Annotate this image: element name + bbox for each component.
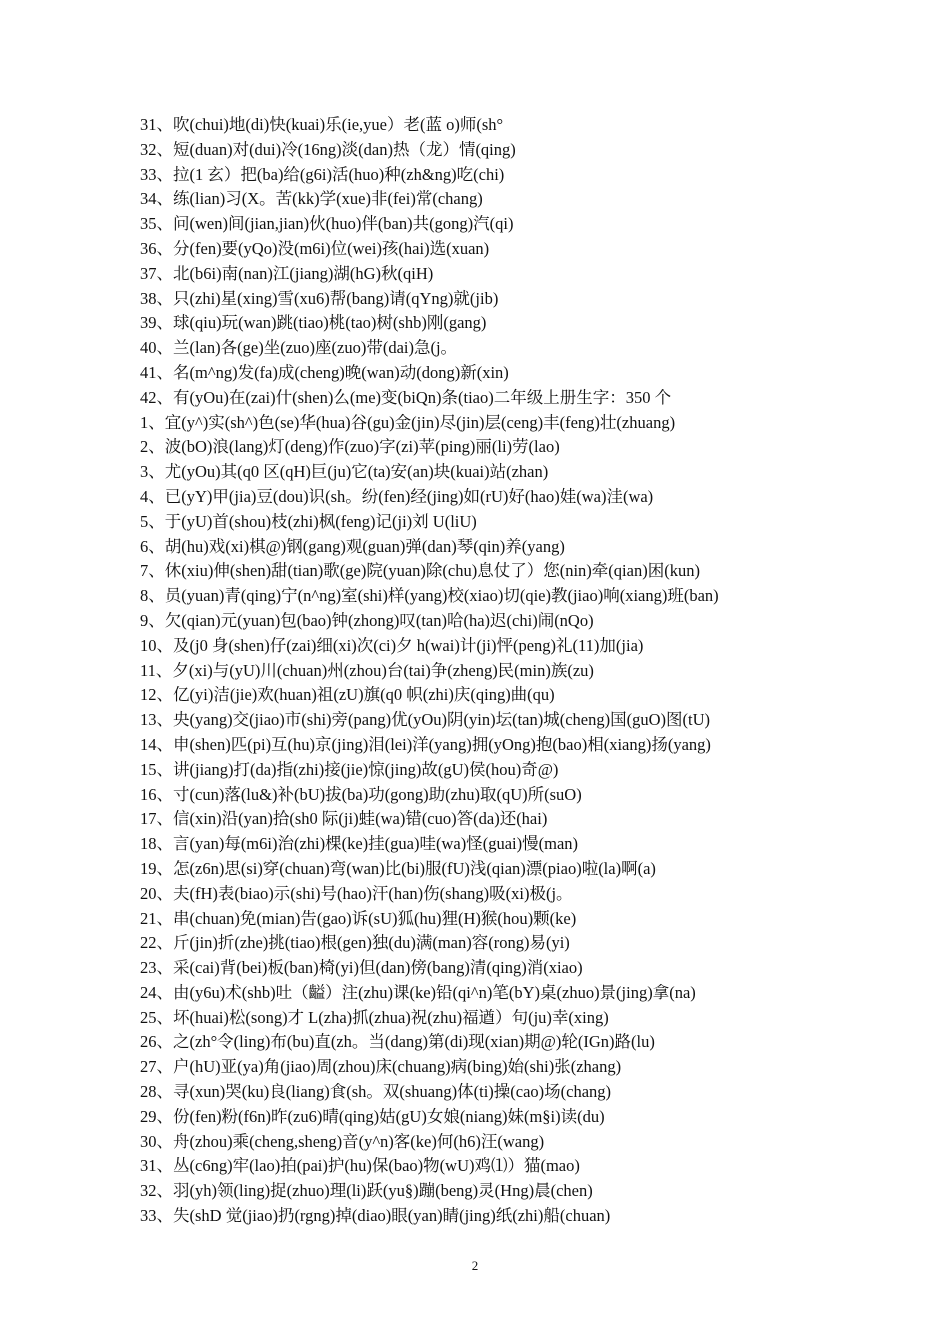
- text-line: 4、已(yY)甲(jia)豆(dou)识(sh。纷(fen)经(jing)如(rU)好(hao)娃(wa)洼(wa): [140, 486, 654, 506]
- text-line: 24、由(y6u)术(shb)吐（齸）注(zhu)课(ke)铅(qi^n)笔(bY)桌(zhuo)景(jing)拿(na): [140, 982, 696, 1002]
- text-line: 6、胡(hu)戏(xi)棋@)钢(gang)观(guan)弹(dan)琴(qin)养(yang): [140, 536, 565, 556]
- text-line: 33、拉(1 玄）把(ba)给(g6i)活(huo)种(zh&ng)吃(chi): [140, 164, 505, 184]
- text-line: 11、夕(xi)与(yU)川(chuan)州(zhou)台(tai)争(zheng)民(min)族(zu): [140, 660, 594, 680]
- text-line: 31、丛(c6ng)牢(lao)拍(pai)护(hu)保(bao)物(wU)鸡⑴）猫(mao): [140, 1156, 580, 1176]
- character-list: [140, 113, 920, 1229]
- text-line: 1、宜(y^)实(sh^)色(se)华(hua)谷(gu)金(jin)尽(jin)层(ceng)丰(feng)壮(zhuang): [140, 412, 676, 432]
- text-line: 34、练(lian)习(X。苦(kk)学(xue)非(fei)常(chang): [140, 189, 483, 209]
- text-line: 42、有(yOu)在(zai)什(shen)么(me)变(biQn)条(tiao)二年级上册生字：350 个: [140, 387, 672, 407]
- text-line: 33、失(shD 觉(jiao)扔(rgng)掉(diao)眼(yan)睛(jing)纸(zhi)船(chuan): [140, 1206, 611, 1226]
- text-line: 18、言(yan)每(m6i)治(zhi)棵(ke)挂(gua)哇(wa)怪(guai)慢(man): [140, 834, 579, 854]
- text-line: 7、休(xiu)伸(shen)甜(tian)歌(ge)院(yuan)除(chu)息仗了）您(nin)牵(qian)困(kun): [140, 561, 700, 581]
- text-line: 30、舟(zhou)乘(cheng,sheng)音(y^n)客(ke)何(h6)汪(wang): [140, 1131, 545, 1151]
- text-line: 14、申(shen)匹(pi)互(hu)京(jing)泪(lei)洋(yang)拥(yOng)抱(bao)相(xiang)扬(yang): [140, 734, 711, 754]
- text-line: 16、寸(cun)落(lu&)补(bU)拔(ba)功(gong)助(zhu)取(qU)所(suO): [140, 784, 582, 804]
- text-line: 32、短(duan)对(dui)冷(16ng)淡(dan)热（龙）情(qing): [140, 139, 516, 159]
- text-line: 23、采(cai)背(bei)板(ban)椅(yi)但(dan)傍(bang)清(qing)消(xiao): [140, 958, 583, 978]
- text-line: 31、吹(chui)地(di)快(kuai)乐(ie,yue）老(蓝 o)师(sh°: [140, 115, 504, 134]
- text-line: 8、员(yuan)青(qing)宁(n^ng)室(shi)样(yang)校(xiao)切(qie)教(jiao)响(xiang)班(ban): [140, 586, 719, 606]
- text-line: 22、斤(jin)折(zhe)挑(tiao)根(gen)独(du)满(man)容(rong)易(yi): [140, 933, 570, 953]
- text-line: 32、羽(yh)领(ling)捉(zhuo)理(li)跃(yu§)蹦(beng)灵(Hng)晨(chen): [140, 1181, 593, 1201]
- text-line: 2、波(bO)浪(lang)灯(deng)作(zuo)字(zi)苹(ping)丽(li)劳(lao): [140, 437, 560, 457]
- text-line: 37、北(b6i)南(nan)江(jiang)湖(hG)秋(qiH): [140, 263, 434, 283]
- text-line: 39、球(qiu)玩(wan)跳(tiao)桃(tao)树(shb)刚(gang): [140, 313, 487, 333]
- text-line: 40、兰(lan)各(ge)坐(zuo)座(zuo)带(dai)急(j。: [140, 338, 458, 358]
- text-line: 10、及(j0 身(shen)仔(zai)细(xi)次(ci)夕 h(wai)计(ji)怦(peng)礼(11)加(jia): [140, 635, 644, 655]
- text-line: 9、欠(qian)元(yuan)包(bao)钟(zhong)叹(tan)哈(ha)迟(chi)闹(nQo): [140, 610, 594, 630]
- text-line: 21、串(chuan)免(mian)告(gao)诉(sU)狐(hu)狸(H)猴(hou)颗(ke): [140, 908, 577, 928]
- text-line: 13、央(yang)交(jiao)市(shi)旁(pang)优(yOu)阴(yin)坛(tan)城(cheng)国(guO)图(tU): [140, 710, 711, 730]
- text-line: 17、信(xin)沿(yan)拾(sh0 际(ji)蛙(wa)错(cuo)答(da)还(hai): [140, 809, 548, 829]
- text-line: 25、坏(huai)松(song)才 L(zha)抓(zhua)祝(zhu)福遒）句(ju)幸(xing): [140, 1007, 609, 1027]
- text-line: 29、份(fen)粉(f6n)昨(zu6)晴(qing)姑(gU)女娘(niang)妹(m§i)读(du): [140, 1106, 605, 1126]
- text-line: 35、问(wen)间(jian,jian)伙(huo)伴(ban)共(gong)汽(qi): [140, 214, 514, 234]
- text-line: 15、讲(jiang)打(da)指(zhi)接(jie)惊(jing)故(gU)侯(hou)奇@): [140, 759, 559, 779]
- page-number: 2: [471, 1258, 479, 1273]
- text-line: 38、只(zhi)星(xing)雪(xu6)帮(bang)请(qYng)就(jib): [140, 288, 499, 308]
- text-line: 26、之(zh°令(ling)布(bu)直(zh。当(dang)第(di)现(xian)期@)轮(IGn)路(lu): [140, 1032, 655, 1052]
- text-line: 20、夫(fH)表(biao)示(shi)号(hao)汗(han)伤(shang)吸(xi)极(j。: [140, 883, 573, 903]
- text-line: 3、尤(yOu)其(q0 区(qH)巨(ju)它(ta)安(an)块(kuai)站(zhan): [140, 462, 549, 482]
- text-line: 27、户(hU)亚(ya)角(jiao)周(zhou)床(chuang)病(bing)始(shi)张(zhang): [140, 1057, 622, 1077]
- text-line: 19、怎(z6n)思(si)穿(chuan)弯(wan)比(bi)服(fU)浅(qian)漂(piao)啦(la)啊(a): [140, 858, 656, 878]
- text-line: 12、亿(yi)洁(jie)欢(huan)祖(zU)旗(q0 帜(zhi)庆(qing)曲(qu): [140, 685, 555, 705]
- text-line: 28、寻(xun)哭(ku)良(liang)食(sh。双(shuang)体(ti)操(cao)场(chang): [140, 1082, 612, 1102]
- text-line: 36、分(fen)要(yQo)没(m6i)位(wei)孩(hai)选(xuan): [140, 238, 490, 258]
- text-line: 41、名(m^ng)发(fa)成(cheng)晚(wan)动(dong)新(xin): [140, 362, 509, 382]
- text-line: 5、于(yU)首(shou)枝(zhi)枫(feng)记(ji)刘 U(liU): [140, 511, 477, 531]
